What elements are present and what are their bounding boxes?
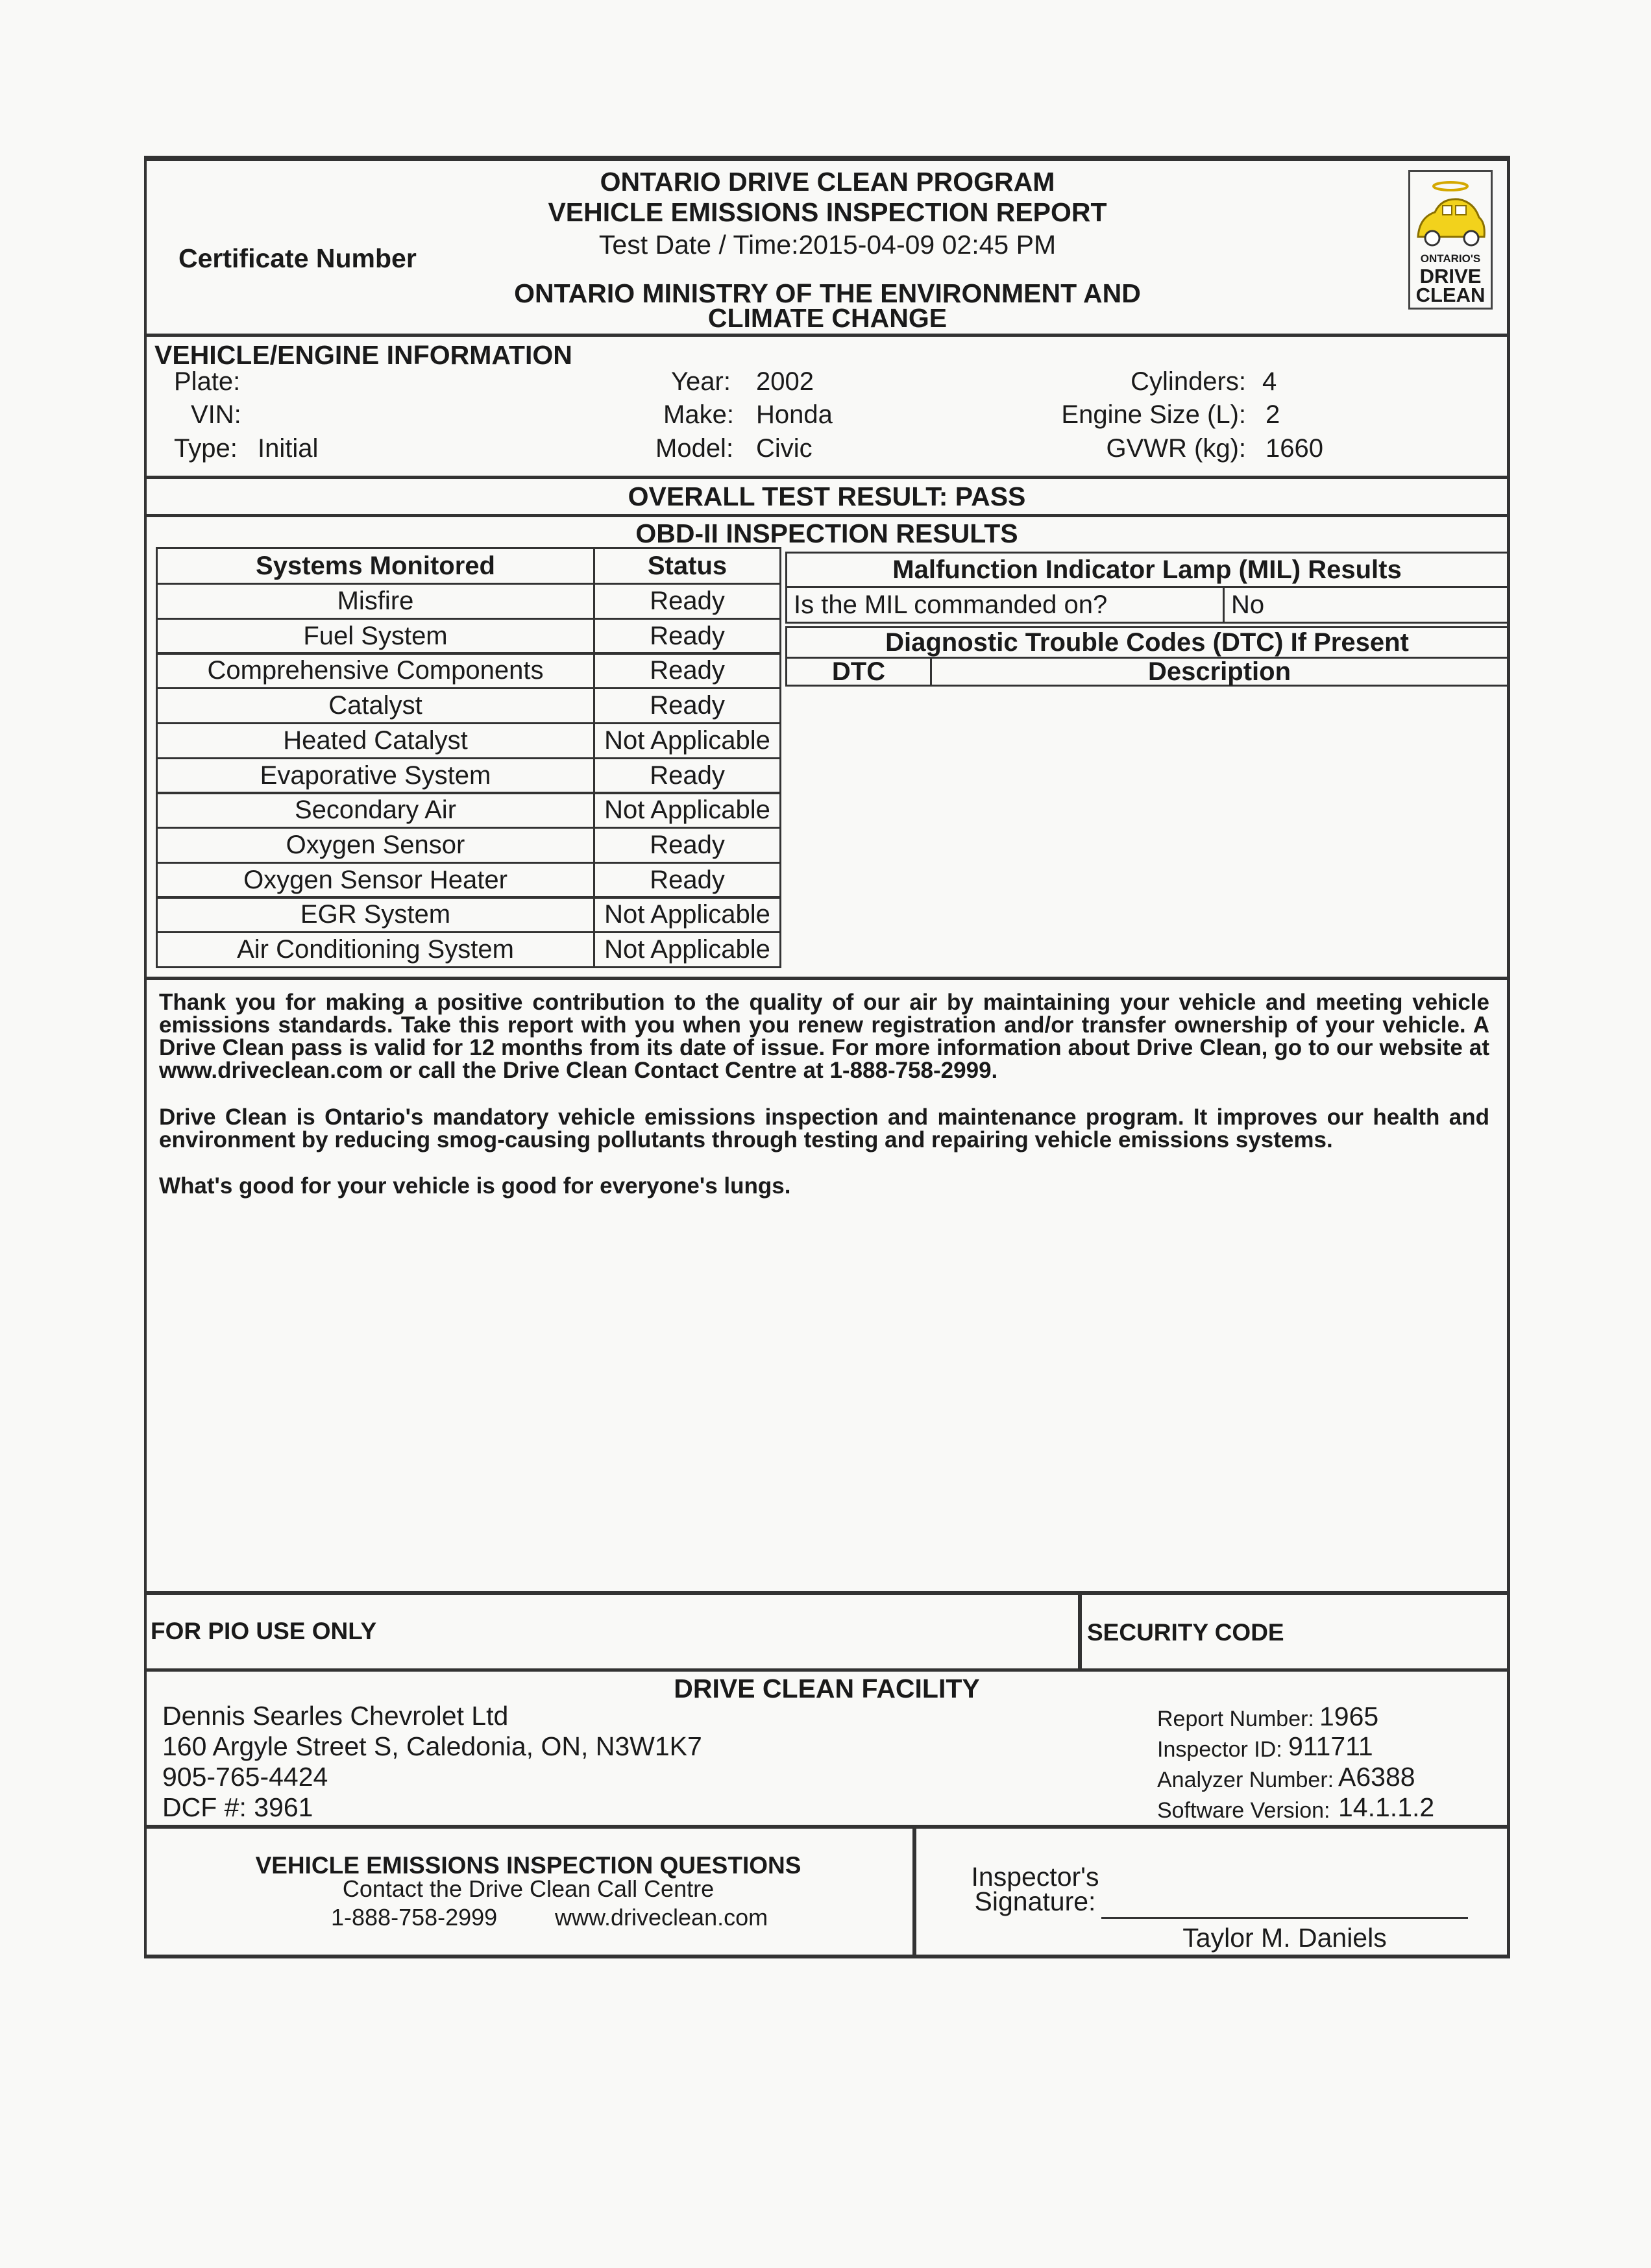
software-version-label: Software Version: (1157, 1798, 1330, 1823)
obd-title: OBD-II INSPECTION RESULTS (635, 518, 1018, 548)
facility-name: Dennis Searles Chevrolet Ltd (162, 1701, 509, 1731)
system-name: Catalyst (156, 687, 595, 724)
system-status: Not Applicable (593, 931, 781, 968)
divider-vehicle (144, 476, 1510, 479)
inspector-id-label: Inspector ID: (1157, 1737, 1282, 1762)
facility-phone: 905-765-4424 (162, 1762, 328, 1792)
type-value: Initial (258, 434, 319, 463)
mil-question: Is the MIL commanded on? (785, 586, 1225, 624)
report-title: VEHICLE EMISSIONS INSPECTION REPORT (548, 197, 1107, 227)
cylinders-value: 4 (1262, 367, 1277, 396)
divider-facility-bottom (144, 1825, 1510, 1829)
divider-result (144, 514, 1510, 517)
dtc-column-header: DTC (785, 657, 932, 687)
logo-text-clean: CLEAN (1415, 284, 1486, 306)
questions-title: VEHICLE EMISSIONS INSPECTION QUESTIONS (255, 1852, 801, 1879)
questions-website: www.driveclean.com (555, 1904, 768, 1931)
model-value: Civic (756, 434, 813, 463)
model-label: Model: (655, 434, 734, 463)
system-name: Oxygen Sensor Heater (156, 862, 595, 899)
gvwr-value: 1660 (1266, 434, 1323, 463)
system-status: Ready (593, 583, 781, 620)
message-paragraph-3: What's good for your vehicle is good for everyone's lungs. (159, 1173, 791, 1199)
system-status: Not Applicable (593, 896, 781, 933)
system-status: Ready (593, 618, 781, 655)
system-name: Air Conditioning System (156, 931, 595, 968)
system-status: Ready (593, 687, 781, 724)
system-status: Ready (593, 827, 781, 864)
divider-pio-mid (1078, 1591, 1082, 1670)
mil-title: Malfunction Indicator Lamp (MIL) Results (785, 552, 1509, 588)
dtc-title: Diagnostic Trouble Codes (DTC) If Present (785, 626, 1509, 659)
analyzer-number: A6388 (1338, 1762, 1415, 1792)
system-status: Ready (593, 862, 781, 899)
system-status: Ready (593, 757, 781, 794)
report-number-label: Report Number: (1157, 1707, 1314, 1731)
vehicle-section-title: VEHICLE/ENGINE INFORMATION (154, 340, 572, 370)
report-number: 1965 (1319, 1701, 1379, 1731)
status-header: Status (593, 547, 781, 585)
type-label: Type: (174, 434, 238, 463)
description-column-header: Description (930, 657, 1509, 687)
logo-text-ontarios: ONTARIO'S (1420, 252, 1481, 265)
systems-header: Systems Monitored (156, 547, 595, 585)
engine-size-label: Engine Size (L): (1061, 400, 1246, 429)
signature-line (1101, 1917, 1468, 1919)
drive-clean-logo (1408, 170, 1493, 310)
plate-label: Plate: (174, 367, 241, 396)
system-name: Misfire (156, 583, 595, 620)
inspector-name: Taylor M. Daniels (1182, 1923, 1387, 1953)
system-name: Fuel System (156, 618, 595, 655)
software-version: 14.1.1.2 (1338, 1792, 1435, 1822)
ministry-line-2: CLIMATE CHANGE (707, 303, 948, 333)
certificate-label: Certificate Number (178, 243, 417, 273)
gvwr-label: GVWR (kg): (1106, 434, 1246, 463)
mil-answer: No (1223, 586, 1509, 624)
frame-bottom (144, 1955, 1510, 1958)
analyzer-number-label: Analyzer Number: (1157, 1768, 1334, 1792)
year-value: 2002 (756, 367, 814, 396)
signature-label-1: Inspector's (971, 1862, 1099, 1892)
facility-address: 160 Argyle Street S, Caledonia, ON, N3W1K7 (162, 1731, 702, 1761)
divider-pio-top (144, 1591, 1510, 1595)
system-name: Oxygen Sensor (156, 827, 595, 864)
inspector-id: 911711 (1288, 1731, 1373, 1761)
system-name: Comprehensive Components (156, 652, 595, 689)
vin-label: VIN: (191, 400, 241, 429)
divider-pio-bottom (144, 1668, 1510, 1672)
cylinders-label: Cylinders: (1131, 367, 1246, 396)
signature-label-2: Signature: (974, 1886, 1096, 1916)
frame-top (144, 156, 1510, 161)
pio-label: FOR PIO USE ONLY (151, 1618, 377, 1644)
system-status: Not Applicable (593, 792, 781, 829)
make-label: Make: (663, 400, 734, 429)
facility-dcf: DCF #: 3961 (162, 1792, 313, 1822)
overall-result: OVERALL TEST RESULT: PASS (628, 482, 1026, 511)
divider-obd (144, 977, 1510, 980)
divider-header (144, 334, 1510, 337)
test-date: Test Date / Time:2015-04-09 02:45 PM (598, 230, 1057, 260)
system-name: EGR System (156, 896, 595, 933)
questions-phone: 1-888-758-2999 (331, 1904, 498, 1931)
car-icon (1410, 172, 1491, 256)
message-paragraph-1: Thank you for making a positive contribution to the quality of our air by maintaining your vehicle and meeting vehicle emissions standards. Take this report with you when you renew registration and/or transfer ownership of your vehicle. A Drive Clean pass is valid for 12 months from its date of issue. For more information about Drive Clean, go to our website at www.driveclean.com or call the Drive Clean Contact Centre at 1-888-758-2999. (159, 990, 1489, 1083)
security-code-label: SECURITY CODE (1087, 1619, 1284, 1646)
engine-size-value: 2 (1266, 400, 1280, 429)
system-status: Not Applicable (593, 722, 781, 759)
system-status: Ready (593, 652, 781, 689)
system-name: Heated Catalyst (156, 722, 595, 759)
message-paragraph-2: Drive Clean is Ontario's mandatory vehicle emissions inspection and maintenance program. It improves our health and environment by reducing smog-causing pollutants through testing and repairing vehicle emissions systems. (159, 1104, 1489, 1152)
system-name: Secondary Air (156, 792, 595, 829)
logo-text-drive: DRIVE (1419, 265, 1482, 287)
program-title: ONTARIO DRIVE CLEAN PROGRAM (600, 167, 1055, 197)
divider-questions-mid (912, 1825, 916, 1958)
system-name: Evaporative System (156, 757, 595, 794)
facility-title: DRIVE CLEAN FACILITY (674, 1674, 980, 1703)
year-label: Year: (671, 367, 731, 396)
make-value: Honda (756, 400, 833, 429)
questions-contact: Contact the Drive Clean Call Centre (342, 1875, 715, 1902)
ministry-line-1: ONTARIO MINISTRY OF THE ENVIRONMENT AND (514, 278, 1141, 308)
